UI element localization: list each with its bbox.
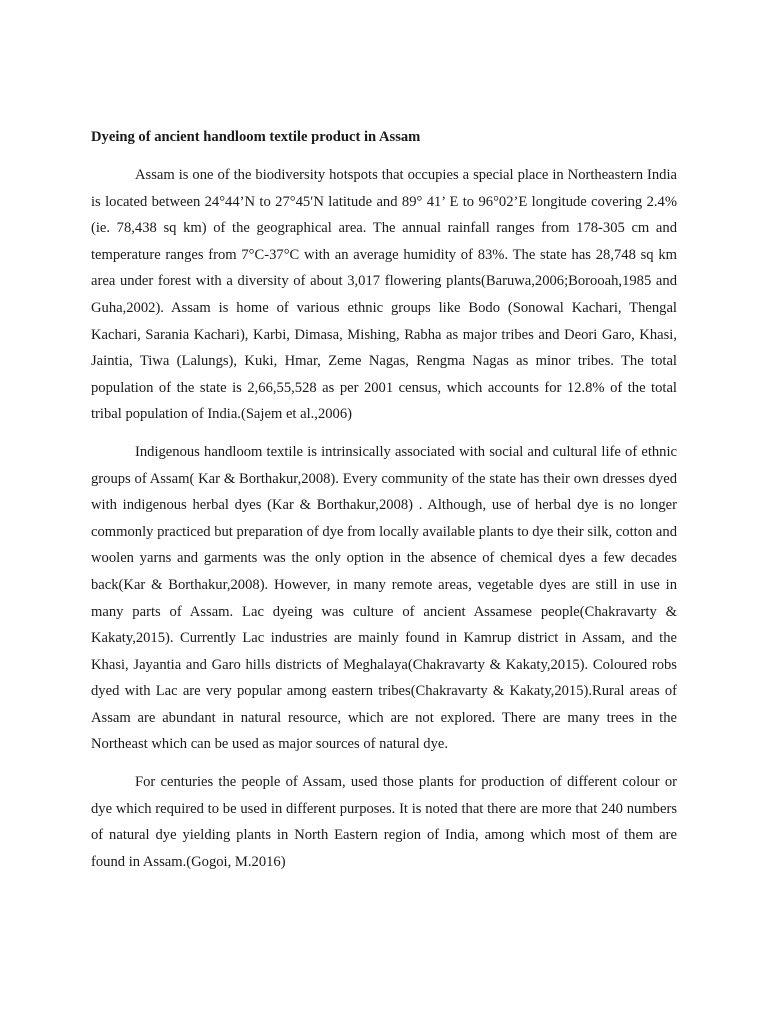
document-title: Dyeing of ancient handloom textile product in Assam xyxy=(91,129,421,145)
paragraph-handloom-textile: Indigenous handloom textile is intrinsically associated with social and cultural life of ethnic groups of Assam( Kar & Borthakur,2008). Every community of the state has their own dresses dyed with indigenous herbal dyes (Kar & Borthakur,2008) . Although, use of herbal dye is no longer commonly practiced but preparation of dye from locally available plants to dye their silk, cotton and woolen yarns and garments was the only option in the absence of chemical dyes a few decades back(Kar & Borthakur,2008). However, in many remote areas, vegetable dyes are still in use in many parts of Assam. Lac dyeing was culture of ancient Assamese people(Chakravarty & Kakaty,2015). Currently Lac industries are mainly found in Kamrup district in Assam, and the Khasi, Jayantia and Garo hills districts of Meghalaya(Chakravarty & Kakaty,2015). Coloured robs dyed with Lac are very popular among eastern tribes(Chakravarty & Kakaty,2015).Rural areas of Assam are abundant in natural resource, which are not explored. There are many trees in the Northeast which can be used as major sources of natural dye. xyxy=(91,443,678,753)
paragraph-assam-overview: Assam is one of the biodiversity hotspots that occupies a special place in Northeastern India is located between 24°44’N to 27°45′N latitude and 89° 41’ E to 96°02’E longitude covering 2.4% (ie. 78,438 sq km) of the geographical area. The annual rainfall ranges from 178-305 cm and temperature ranges from 7°C-37°C with an average humidity of 83%. The state has 28,748 sq km area under forest with a diversity of about 3,017 flowering plants(Baruwa,2006;Borooah,1985 and Guha,2002). Assam is home of various ethnic groups like Bodo (Sonowal Kachari, Thengal Kachari, Sarania Kachari), Karbi, Dimasa, Mishing, Rabha as major tribes and Deori Garo, Khasi, Jaintia, Tiwa (Lalungs), Kuki, Hmar, Zeme Nagas, Rengma Nagas as minor tribes. The total population of the state is 2,66,55,528 as per 2001 census, which accounts for 12.8% of the total tribal population of India.(Sajem et al.,2006) xyxy=(91,167,677,423)
paragraph-dye-plants: For centuries the people of Assam, used those plants for production of different colour or dye which required to be used in different purposes. It is noted that there are more that 240 numbers of natural dye yielding plants in North Eastern region of India, among which most of them are found in Assam.(Gogoi, M.2016) xyxy=(91,774,677,870)
document-body xyxy=(91,126,677,886)
